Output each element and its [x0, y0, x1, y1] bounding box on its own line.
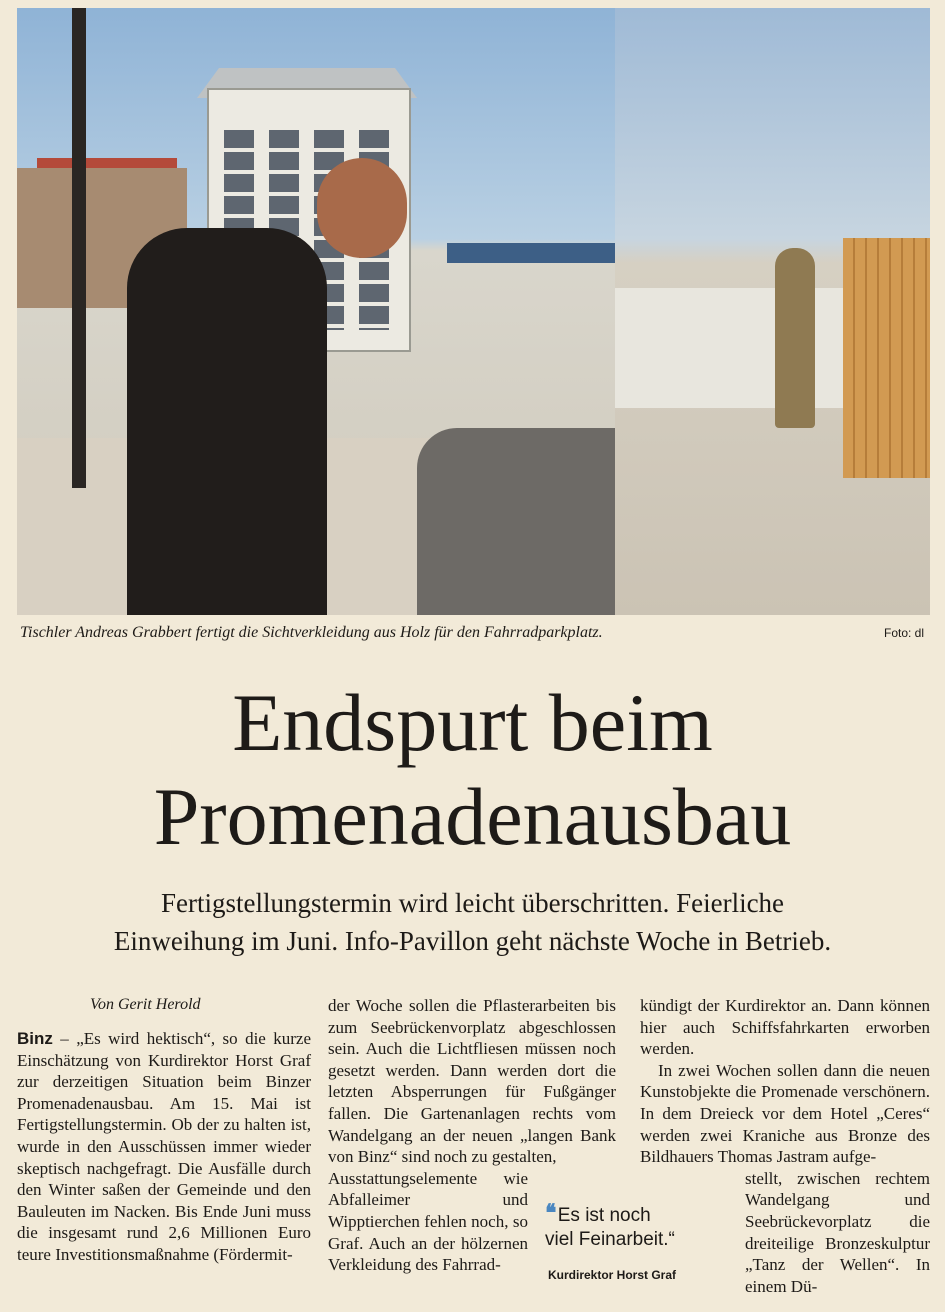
article-photo-right: [615, 8, 930, 615]
pull-quote-line: viel Feinarbeit.“: [545, 1229, 675, 1250]
headline-line: Endspurt beim: [232, 677, 713, 768]
photo-credit: Foto: dl: [884, 626, 925, 640]
body-text: – „Es wird hektisch“, so die kurze Einschätzung von Kurdirektor Horst Graf zur derzeitigen Situation beim Binzer Promenadenausbau. Am 15. Mai ist Fertigstellungstermin. Ob der zu halten ist, wurde in den Ausschüssen immer wieder skeptisch nachgefragt. Die Ausfälle durch den Winter saßen der Gemeinde und den Bauleuten im Nacken. Bis Ende Juni muss die insgesamt rund 2,6 Millionen Euro teure Investitionsmaßnahme (Fördermit-: [17, 1029, 311, 1264]
body-text: Ausstattungselemente wie Abfalleimer und Wipptierchen fehlen noch, so Graf. Auch an der hölzernen Verkleidung des Fahrrad-: [328, 1168, 528, 1275]
subheadline-line: Fertigstellungstermin wird leicht überschritten. Feierliche: [160, 888, 785, 918]
byline: Von Gerit Herold: [90, 996, 201, 1013]
article-column-3: [640, 995, 930, 1297]
photo-caption: Tischler Andreas Grabbert fertigt die Sichtverkleidung aus Holz für den Fahrradparkplatz.: [20, 624, 603, 641]
photo-mitre-saw: [417, 428, 615, 615]
photo-carpenter: [127, 228, 327, 615]
article-photo: [17, 8, 615, 615]
subheadline-line: Einweihung im Juni. Info-Pavillon geht nächste Woche in Betrieb.: [113, 926, 832, 956]
pull-quote: [545, 1202, 675, 1252]
photo-worker: [775, 248, 815, 428]
quote-mark-icon: ❛❛: [545, 1200, 553, 1227]
photo-carpenter-head: [317, 158, 407, 258]
photo-pole: [72, 8, 86, 488]
body-text: stellt, zwischen rechtem Wandelgang und Seebrückevorplatz die dreiteilige Bronzeskulptur „Tanz der Wellen“. In einem Dü-: [745, 1168, 930, 1296]
body-text: In zwei Wochen sollen dann die neuen Kunstobjekte die Promenade verschönern. In dem Dreieck vor dem Hotel „Ceres“ werden zwei Kraniche aus Bronze des Bildhauers Thomas Jastram aufge-: [640, 1060, 930, 1167]
article-column-1: [17, 1028, 311, 1266]
dateline: Binz: [17, 1029, 53, 1048]
photo-sea: [447, 243, 615, 263]
photo-fence: [843, 238, 930, 478]
subheadline: [0, 884, 945, 960]
pull-quote-source: Kurdirektor Horst Graf: [548, 1268, 677, 1282]
body-text: kündigt der Kurdirektor an. Dann können hier auch Schiffsfahrkarten erworben werden.: [640, 996, 930, 1059]
headline: [0, 676, 945, 864]
headline-line: Promenadenausbau: [153, 771, 792, 862]
body-text: der Woche sollen die Pflasterarbeiten bis zum Seebrückenvorplatz abgeschlossen sein. Auch die Lichtfliesen müssen noch gesetzt werden. Dann werden dort die letzten Absperrungen für Fußgänger fallen. Die Gartenanlagen rechts vom Wandelgang an der neuen „langen Bank von Binz“ sind noch zu gestalten,: [328, 996, 616, 1167]
pull-quote-line: Es ist noch: [557, 1205, 651, 1226]
